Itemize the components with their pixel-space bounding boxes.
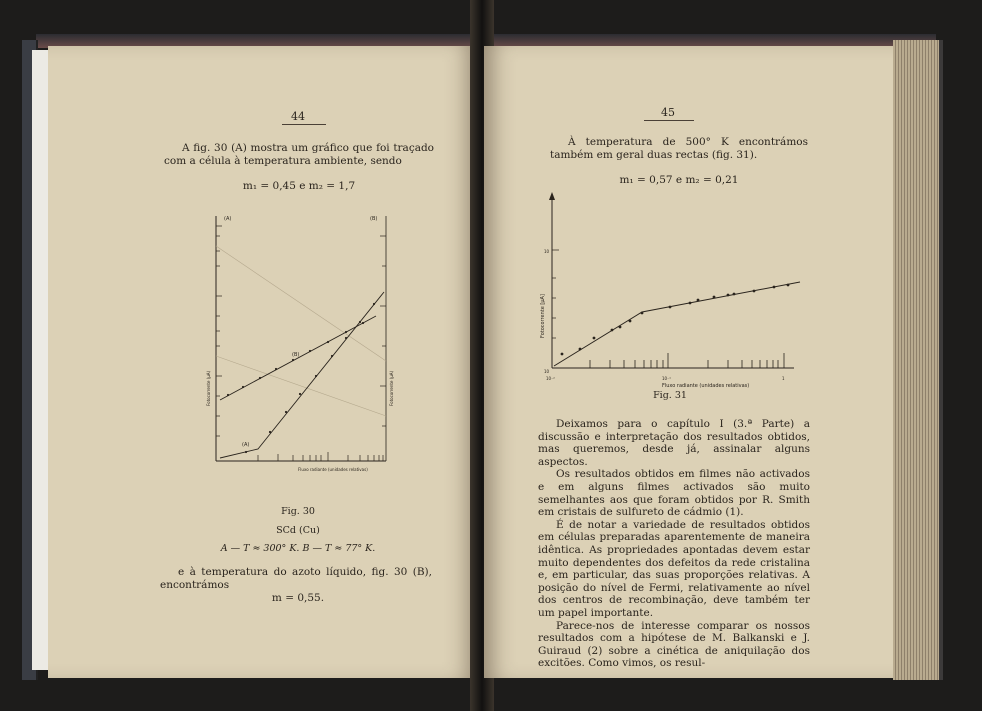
series-b-points <box>245 303 375 453</box>
page-stack-edge <box>893 40 943 680</box>
right-axis-label: Fotocorrente (μA) <box>389 370 394 406</box>
x-tick-label: 10⁻² <box>546 376 555 381</box>
right-page <box>484 46 898 678</box>
left-page <box>48 46 476 678</box>
x-tick-label: 1 <box>782 376 785 381</box>
page-number: 44 <box>291 110 305 123</box>
page-number: 45 <box>661 106 675 119</box>
x-tick-label: 10⁻¹ <box>662 376 671 381</box>
equation-1: m₁ = 0,45 e m₂ = 1,7 <box>242 180 356 192</box>
paragraph: É de notar a variedade de resultados obtidos em células preparadas aparentemente de maneira idêntica. As propriedades apontadas devem estar muito dependentes dos defeitos da rede cristalina e, em particular, das suas proporções relativas. A posição do nível de Fermi, relativamente ao nível dos centros de recombinação, deve também ter um papel importante. <box>538 518 810 619</box>
equation-2: m = 0,55. <box>271 592 325 604</box>
intro-paragraph: A fig. 30 (A) mostra um gráfico que foi traçado com a célula à temperatura ambiente, sendo <box>164 142 434 167</box>
fit-lines <box>554 282 800 366</box>
paragraph: Os resultados obtidos em filmes não activados e em alguns filmes activados são muito semelhantes aos que foram obtidos por R. Smith em cristais de sulfureto de cádmio (1). <box>538 468 810 519</box>
label-a-bottom: (A) <box>242 442 250 448</box>
y-axis-label: Fotocorrente [μA] <box>540 294 546 338</box>
discussion-text <box>538 418 810 670</box>
y-tick-label: 10 <box>544 369 550 374</box>
paragraph: Deixamos para o capítulo I (3.ª Parte) a discussão e interpretação dos resultados obtidos, mas queremos, desde já, assinalar alguns aspectos. <box>538 418 810 468</box>
x-axis-label: Fluxo radiante (unidades relativas) <box>662 383 750 388</box>
fig-30-caption: Fig. 30 <box>281 506 315 517</box>
x-axis-label: Fluxo radiante (unidades relativas) <box>298 467 368 472</box>
header-rule <box>644 120 694 121</box>
material-label: SCd (Cu) <box>276 525 320 536</box>
label-a-top: (A) <box>224 216 232 222</box>
equation: m₁ = 0,57 e m₂ = 0,21 <box>619 174 739 186</box>
paragraph: Parece-nos de interesse comparar os nossos resultados com a hipótese de M. Balkanski e J. Guiraud (2) sobre a cinética de aniquilação dos excitões. Como vimos, os resul- <box>538 619 810 670</box>
y-tick-label: 10 <box>544 249 550 254</box>
figure-30-chart <box>198 206 398 496</box>
left-axis-label: Fotocorrente (μA) <box>206 370 211 406</box>
intro-paragraph: À temperatura de 500° K encontrámos também em geral duas rectas (fig. 31). <box>550 136 808 161</box>
fig-31-caption: Fig. 31 <box>653 390 687 401</box>
header-rule <box>282 124 326 125</box>
after-paragraph: e à temperatura do azoto líquido, fig. 30 (B), encontrámos <box>160 566 432 591</box>
series-b-line <box>220 292 384 458</box>
figure-31-chart <box>532 188 812 388</box>
series-points <box>561 284 790 356</box>
temperature-legend: A — T ≈ 300° K. B — T ≈ 77° K. <box>220 543 376 554</box>
label-b-top: (B) <box>370 216 378 222</box>
label-b-mid: (B) <box>292 352 300 358</box>
